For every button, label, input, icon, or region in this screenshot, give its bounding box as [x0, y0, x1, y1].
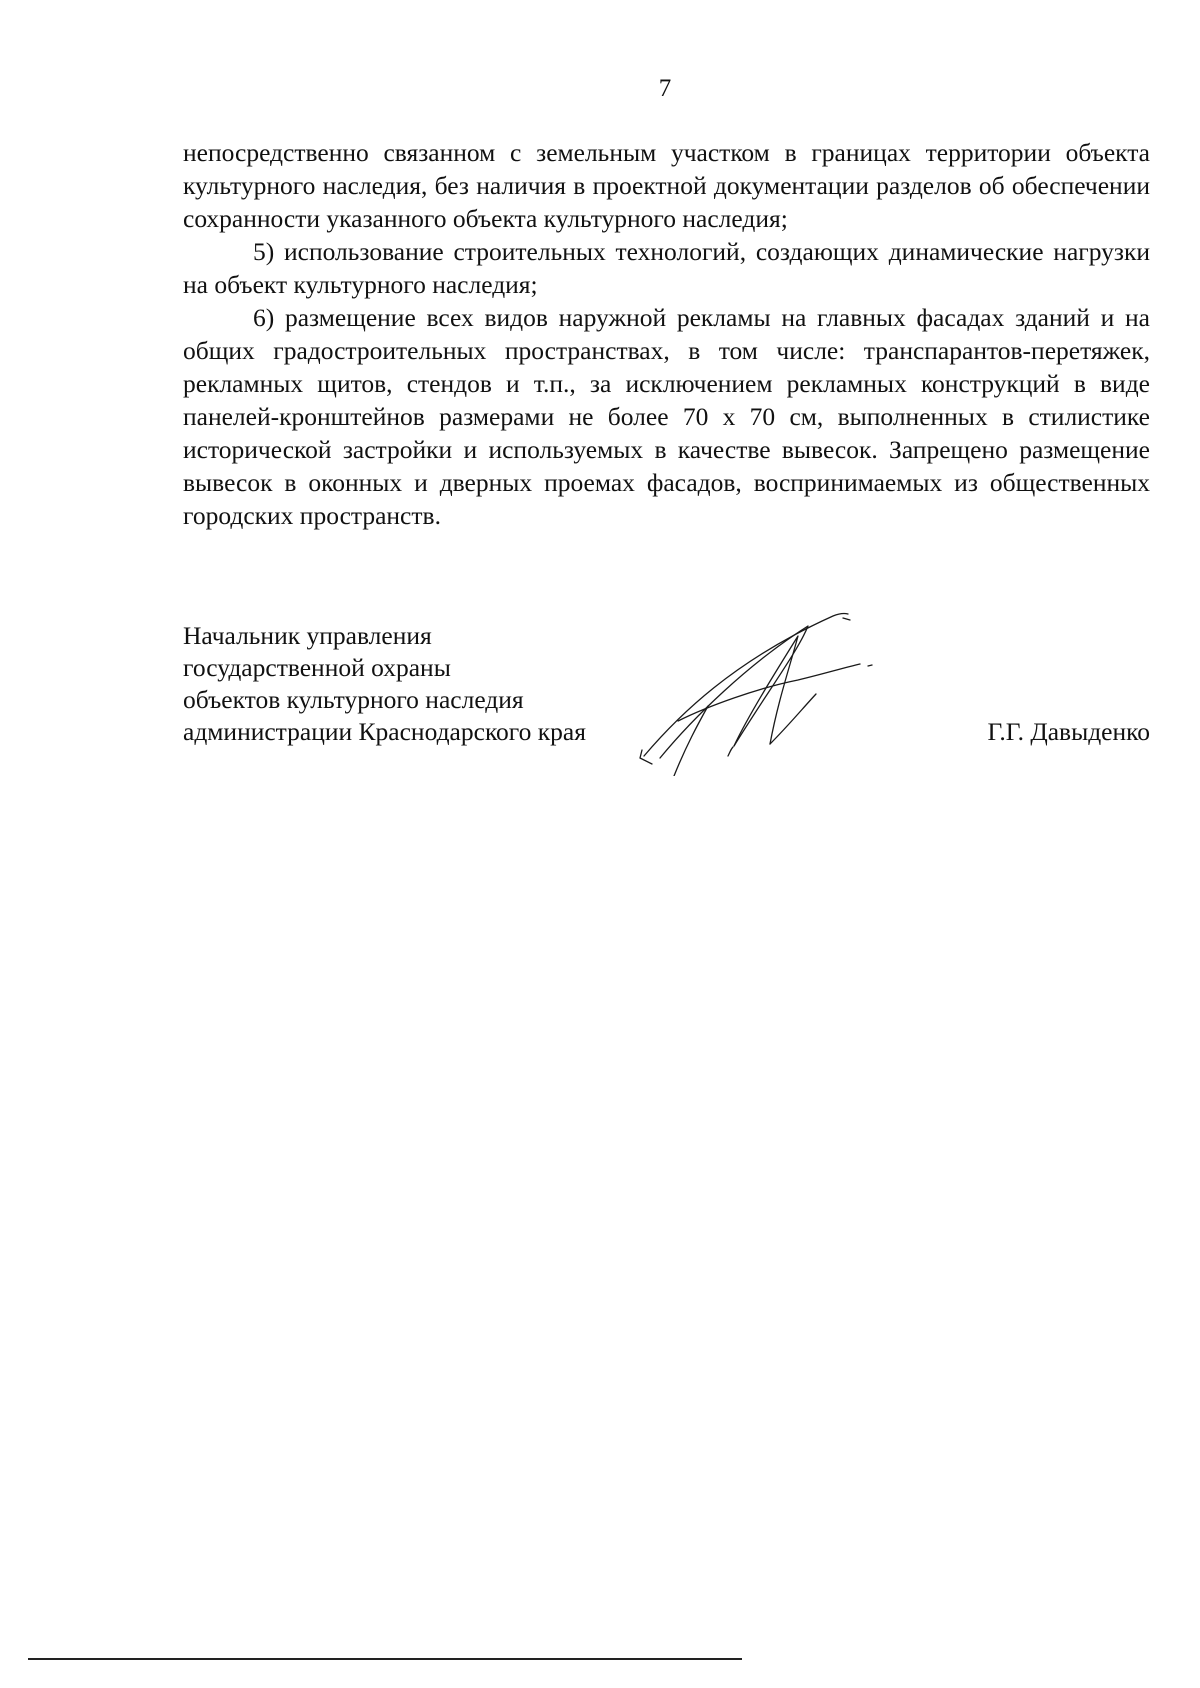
page-number: 7 — [658, 75, 672, 102]
paragraph-item-6: 6) размещение всех видов наружной рекламы на главных фасадах зданий и на общих градостроительных пространствах, в том числе: транспарантов-перетяжек, рекламных щитов, стендов и т.п., за исключением рекламных конструкций в виде панелей-кронштейнов размерами не более 70 х 70 см, выполненных в стилистике исторической застройки и используемых в качестве вывесок. Запрещено размещение вывесок в оконных и дверных проемах фасадов, воспринимаемых из общественных городских пространств. — [183, 303, 1150, 530]
document-body — [183, 136, 1150, 532]
paragraph-continuation: непосредственно связанном с земельным участком в границах территории объекта культурного наследия, без наличия в проектной документации разделов об обеспечении сохранности указанного объекта культурного наследия; — [183, 138, 1150, 233]
signatory-title — [183, 620, 586, 748]
signatory-title-line: государственной охраны — [183, 653, 451, 682]
signatory-title-line: Начальник управления — [183, 621, 432, 650]
signatory-name: Г.Г. Давыденко — [987, 717, 1150, 746]
handwritten-signature — [638, 606, 898, 776]
signatory-title-line: администрации Краснодарского края — [183, 717, 586, 746]
signatory-title-line: объектов культурного наследия — [183, 685, 524, 714]
footer-rule — [28, 1658, 742, 1660]
signature-block — [183, 620, 1150, 780]
paragraph-item-5: 5) использование строительных технологий, создающих динамические нагрузки на объект культурного наследия; — [183, 237, 1150, 299]
